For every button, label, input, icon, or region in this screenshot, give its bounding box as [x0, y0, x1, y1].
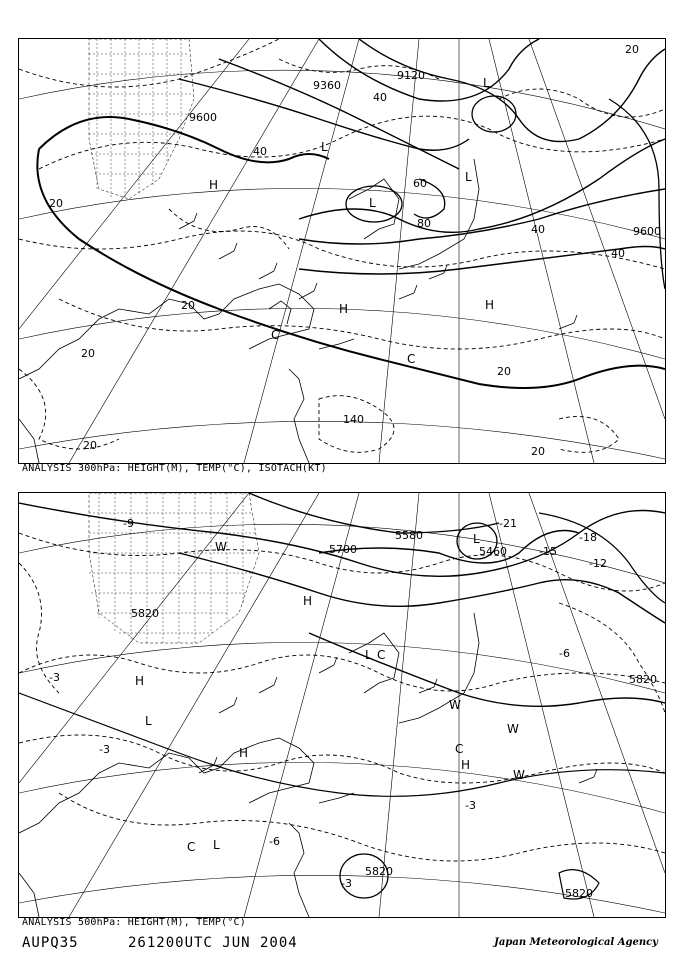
map-500hpa-caption: ANALYSIS 500hPa: HEIGHT(M), TEMP(°C) [22, 917, 246, 928]
high-marker: H [209, 178, 219, 192]
low-marker: L [483, 76, 490, 90]
contour-label: 9600 [633, 225, 661, 238]
contour-label: 5700 [329, 543, 357, 556]
contour-label: 9600 [189, 111, 217, 124]
contour-label: 9120 [397, 69, 425, 82]
contour-label: 60 [413, 177, 427, 190]
hatched-region [89, 493, 259, 643]
warm-marker: W [449, 698, 461, 712]
contour-label: 5820 [131, 607, 159, 620]
contour-label: -15 [539, 545, 557, 558]
map-300hpa [18, 38, 666, 464]
high-marker: H [339, 302, 349, 316]
contour-label: 20 [625, 43, 639, 56]
contour-label: 9360 [313, 79, 341, 92]
contour-label: 20 [531, 445, 545, 458]
cold-marker: C [407, 352, 416, 366]
contour-label: 20 [49, 197, 63, 210]
contour-label: 5580 [395, 529, 423, 542]
cold-marker: C [377, 648, 386, 662]
contour-labels [49, 517, 657, 900]
high-marker: H [485, 298, 495, 312]
contour-label: -3 [49, 671, 60, 684]
contour-label: -6 [559, 647, 570, 660]
high-marker: H [303, 594, 313, 608]
contour-label: 20 [81, 347, 95, 360]
contour-label: 5820 [365, 865, 393, 878]
cold-marker: C [271, 328, 280, 342]
map-500hpa-canvas [19, 493, 665, 917]
warm-marker: W [513, 768, 525, 782]
wind-barbs [179, 213, 577, 329]
contour-label: 40 [373, 91, 387, 104]
high-marker: H [135, 674, 145, 688]
map-300hpa-caption: ANALYSIS 300hPa: HEIGHT(M), TEMP(°C), ISOTACH(KT) [22, 463, 327, 474]
low-marker: L [369, 196, 376, 210]
valid-time: 261200UTC JUN 2004 [128, 935, 298, 951]
pressure-centers [209, 76, 494, 366]
map-300hpa-canvas [19, 39, 665, 463]
contour-label: 40 [531, 223, 545, 236]
contour-label: 80 [417, 217, 431, 230]
warm-marker: W [215, 540, 227, 554]
contour-label: -3 [341, 877, 352, 890]
map-500hpa [18, 492, 666, 918]
low-marker: L [365, 648, 372, 662]
contour-label: 20 [83, 439, 97, 452]
contour-label: 40 [611, 247, 625, 260]
high-marker: H [239, 746, 249, 760]
contour-label: 5820 [629, 673, 657, 686]
contour-label: -6 [269, 835, 280, 848]
contour-label: 40 [253, 145, 267, 158]
coastlines [19, 613, 479, 917]
contour-label: 20 [497, 365, 511, 378]
contour-label: 5820 [565, 887, 593, 900]
contour-label: 5460 [479, 545, 507, 558]
contour-labels [49, 43, 661, 458]
agency-name: Japan Meteorological Agency [494, 937, 658, 948]
height-contours [37, 39, 665, 388]
high-marker: H [461, 758, 471, 772]
low-marker: L [213, 838, 220, 852]
cold-marker: C [455, 742, 464, 756]
low-marker: L [145, 714, 152, 728]
low-marker: L [321, 140, 328, 154]
contour-label: 140 [343, 413, 364, 426]
contour-label: -18 [579, 531, 597, 544]
contour-label: -21 [499, 517, 517, 530]
contour-label: -12 [589, 557, 607, 570]
contour-label: -9 [123, 517, 134, 530]
product-code: AUPQ35 [22, 935, 79, 951]
low-marker: L [465, 170, 472, 184]
lat-lon-grid [19, 39, 665, 463]
warm-marker: W [507, 722, 519, 736]
contour-label: -3 [465, 799, 476, 812]
contour-label: -3 [99, 743, 110, 756]
contour-label: 20 [181, 299, 195, 312]
coastlines [19, 159, 479, 463]
low-marker: L [473, 532, 480, 546]
cold-marker: C [187, 840, 196, 854]
